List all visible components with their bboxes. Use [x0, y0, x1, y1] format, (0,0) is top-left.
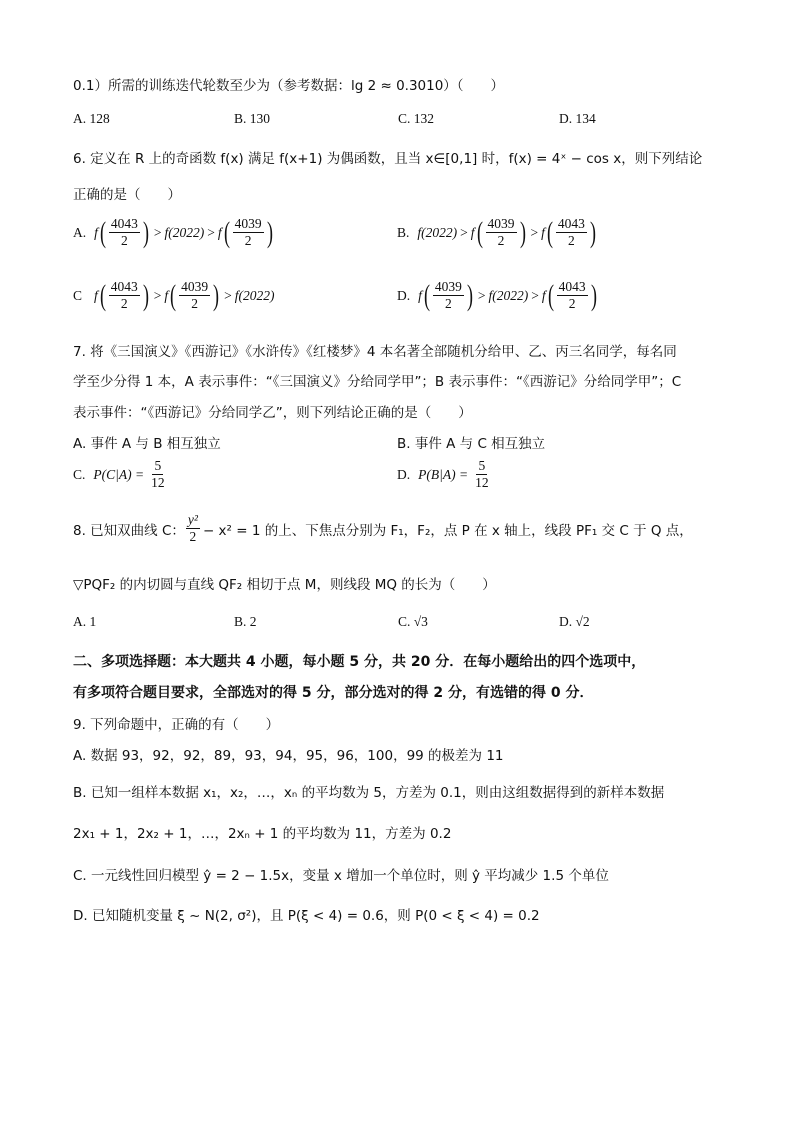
q5-option-c: C. 132 [398, 111, 435, 126]
q7-stem-line-2: 学至少分得 1 本，A 表示事件：“《三国演义》分给同学甲”；B 表示事件：“《西游记》分给同学甲”；C [73, 374, 682, 390]
q6-a-label: A. [73, 224, 87, 240]
q8-option-b: B. 2 [234, 614, 257, 629]
q6-b-label: B. [397, 224, 410, 240]
q6-option-b: B. f(2022) > f ( $\frac{4039}{2}$ ) > f ( $\frac{4043}{2}$ ) [397, 215, 596, 249]
q6-a-frac-2: $\frac{4039}{2}$ [234, 216, 262, 248]
q5-option-d: D. 134 [559, 111, 596, 126]
q7-option-a: A. 事件 A 与 B 相互独立 [73, 436, 221, 452]
q9-stem: 9. 下列命题中，正确的有（ ） [73, 717, 280, 733]
q8-stem-line-2: ▽PQF₂ 的内切圆与直线 QF₂ 相切于点 M，则线段 MQ 的长为（ ） [73, 577, 496, 593]
q8-option-c: C. √3 [398, 614, 428, 629]
q9-option-d: D. 已知随机变量 ξ ~ N(2, σ²)，且 P(ξ < 4) = 0.6，则 P(0 < ξ < 4) = 0.2 [73, 908, 540, 924]
q6-c-frac-1: $\frac{4043}{2}$ [110, 279, 138, 311]
q7-stem-line-3: 表示事件：“《西游记》分给同学乙”，则下列结论正确的是（ ） [73, 405, 472, 421]
q7-c-expr: P(C|A) = [93, 466, 145, 482]
q6-c-frac-2: $\frac{4039}{2}$ [181, 279, 209, 311]
q7-stem-line-1: 7. 将《三国演义》《西游记》《水浒传》《红楼梦》4 本名著全部随机分给甲、乙、丙三名同学，每名同 [73, 344, 677, 360]
q8-stem-line-1: 8. 已知双曲线 C： $\frac{\text{y²}}{2}$ − x² = 1 的上、下焦点分别为 F₁，F₂，点 P 在 x 轴上，线段 PF₁ 交 C 于 Q 点， [73, 512, 693, 544]
q6-b-frac-1: $\frac{4039}{2}$ [487, 216, 515, 248]
q5-option-a: A. 128 [73, 111, 110, 126]
section-2-heading-line-2: 有多项符合题目要求，全部选对的得 5 分，部分选对的得 2 分，有选错的得 0 分． [73, 685, 594, 701]
q9-option-a: A. 数据 93，92，92，89，93，94，95，96，100，99 的极差为 11 [73, 748, 504, 764]
q6-c-label: C [73, 287, 83, 303]
q8-option-d: D. √2 [559, 614, 590, 629]
q7-option-d: D. P(B|A) = $\frac{5}{12}$ [397, 458, 489, 490]
q9-option-b-line-1: B. 已知一组样本数据 x₁，x₂，…，xₙ 的平均数为 5，方差为 0.1，则由这组数据得到的新样本数据 [73, 785, 665, 801]
q6-b-frac-2: $\frac{4043}{2}$ [557, 216, 585, 248]
q6-a-frac-1: $\frac{4043}{2}$ [110, 216, 138, 248]
q9-option-c: C. 一元线性回归模型 ŷ = 2 − 1.5x，变量 x 增加一个单位时，则 ŷ 平均减少 1.5 个单位 [73, 868, 609, 884]
q6-stem-line-1: 6. 定义在 R 上的奇函数 f(x) 满足 f(x+1) 为偶函数，且当 x∈[0,1] 时，f(x) = 4ˣ − cos x，则下列结论 [73, 151, 703, 167]
q6-option-d: D. f ( $\frac{4039}{2}$ ) > f(2022) > f ( $\frac{4043}{2}$ ) [397, 278, 597, 312]
q6-d-frac-1: $\frac{4039}{2}$ [434, 279, 462, 311]
q6-option-a: A. f ( $\frac{4043}{2}$ ) > f(2022) > f ( $\frac{4039}{2}$ ) [73, 215, 273, 249]
q6-stem-line-2: 正确的是（ ） [73, 187, 181, 203]
q7-d-frac: $\frac{5}{12}$ [475, 458, 489, 490]
q6-a-f2022: f(2022) [164, 224, 205, 240]
q7-c-frac: $\frac{5}{12}$ [151, 458, 165, 490]
q9-option-b-line-2: 2x₁ + 1，2x₂ + 1，…，2xₙ + 1 的平均数为 11，方差为 0.2 [73, 826, 452, 842]
q7-d-expr: P(B|A) = [418, 466, 469, 482]
section-2-heading-line-1: 二、多项选择题：本大题共 4 小题，每小题 5 分，共 20 分．在每小题给出的四个选项中， [73, 654, 646, 670]
q5-tail-text: 0.1）所需的训练迭代轮数至少为（参考数据：lg 2 ≈ 0.3010）（ ） [73, 78, 505, 94]
q6-d-frac-2: $\frac{4043}{2}$ [558, 279, 586, 311]
q8-hyperbola-frac: $\frac{\text{y²}}{2}$ [187, 512, 198, 544]
q6-a-f1: f [94, 224, 98, 240]
q6-d-label: D. [397, 287, 411, 303]
q8-option-a: A. 1 [73, 614, 97, 629]
q6-option-c: C f ( $\frac{4043}{2}$ ) > f ( $\frac{4039}{2}$ ) > f(2022) [73, 278, 275, 312]
q5-option-b: B. 130 [234, 111, 271, 126]
q7-option-c: C. P(C|A) = $\frac{5}{12}$ [73, 458, 165, 490]
q7-option-b: B. 事件 A 与 C 相互独立 [397, 436, 546, 452]
